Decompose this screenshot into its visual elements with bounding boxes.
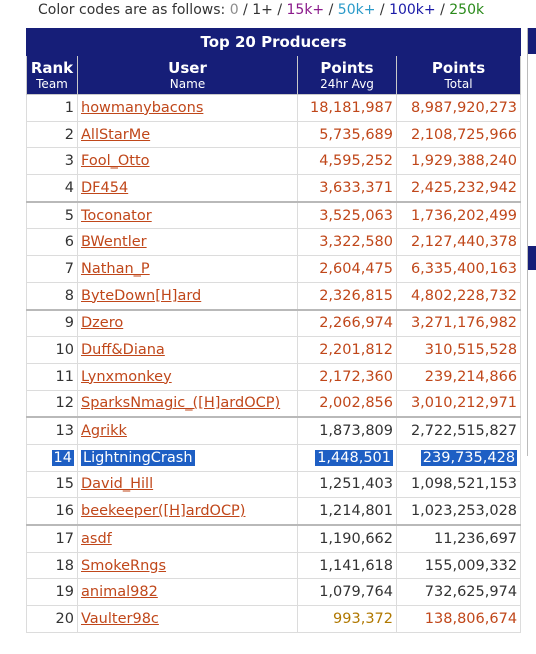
- user-cell[interactable]: [78, 525, 298, 552]
- total-cell: 1,098,521,153: [397, 471, 521, 498]
- user-link[interactable]: SparksNmagic_([H]ardOCP): [81, 395, 281, 412]
- rank-cell: 15: [27, 471, 78, 498]
- avg-cell: 18,181,987: [298, 95, 397, 122]
- table-row: [27, 282, 521, 309]
- avg-cell: 1,448,501: [298, 444, 397, 471]
- user-link[interactable]: Vaulter98c: [81, 610, 159, 627]
- total-cell: 3,010,212,971: [397, 390, 521, 417]
- total-cell: 8,987,920,273: [397, 95, 521, 122]
- adjacent-header: [528, 28, 536, 54]
- user-link[interactable]: Toconator: [81, 207, 152, 224]
- legend-level-0: 0: [229, 2, 239, 18]
- user-cell[interactable]: [78, 363, 298, 390]
- rank-cell: 1: [27, 95, 78, 122]
- total-cell: 732,625,974: [397, 579, 521, 606]
- table-row: [27, 444, 521, 471]
- table-title: Top 20 Producers: [27, 29, 521, 56]
- rank-cell: 13: [27, 417, 78, 444]
- avg-cell: 4,595,252: [298, 148, 397, 175]
- rank-cell: 6: [27, 229, 78, 256]
- user-cell[interactable]: [78, 282, 298, 309]
- total-cell: 2,722,515,827: [397, 417, 521, 444]
- user-link[interactable]: ByteDown[H]ard: [81, 287, 202, 304]
- total-cell: 239,735,428: [397, 444, 521, 471]
- user-link[interactable]: DF454: [81, 179, 129, 196]
- table-row: [27, 525, 521, 552]
- total-cell: 11,236,697: [397, 525, 521, 552]
- col-avg-header[interactable]: Points 24hr Avg: [298, 56, 397, 95]
- user-link[interactable]: Duff&Diana: [81, 342, 165, 359]
- table-row: [27, 606, 521, 633]
- total-cell: 2,108,725,966: [397, 121, 521, 148]
- user-link[interactable]: AllStarMe: [81, 126, 151, 143]
- table-row: [27, 390, 521, 417]
- user-cell[interactable]: [78, 310, 298, 337]
- user-link[interactable]: BWentler: [81, 234, 147, 251]
- rank-cell: 4: [27, 175, 78, 202]
- total-cell: 1,023,253,028: [397, 498, 521, 525]
- user-cell[interactable]: [78, 202, 298, 229]
- avg-cell: 1,190,662: [298, 525, 397, 552]
- total-cell: 239,214,866: [397, 363, 521, 390]
- rank-cell: 7: [27, 256, 78, 283]
- user-cell[interactable]: [78, 579, 298, 606]
- table-row: [27, 498, 521, 525]
- rank-cell: 16: [27, 498, 78, 525]
- table-row: [27, 95, 521, 122]
- user-cell[interactable]: [78, 95, 298, 122]
- avg-cell: 3,633,371: [298, 175, 397, 202]
- rank-cell: 19: [27, 579, 78, 606]
- avg-cell: 1,079,764: [298, 579, 397, 606]
- avg-cell: 1,214,801: [298, 498, 397, 525]
- avg-cell: 1,873,809: [298, 417, 397, 444]
- table-row: [27, 229, 521, 256]
- rank-cell: 20: [27, 606, 78, 633]
- col-user-header[interactable]: User Name: [78, 56, 298, 95]
- producers-panel: [26, 28, 520, 633]
- user-link[interactable]: howmanybacons: [81, 99, 204, 116]
- adjacent-header-2: [528, 246, 536, 270]
- user-cell[interactable]: [78, 471, 298, 498]
- table-row: [27, 337, 521, 364]
- avg-cell: 5,735,689: [298, 121, 397, 148]
- total-cell: 310,515,528: [397, 337, 521, 364]
- rank-cell: 17: [27, 525, 78, 552]
- total-cell: 4,802,228,732: [397, 282, 521, 309]
- col-total-header[interactable]: Points Total: [397, 56, 521, 95]
- legend-level-1: 1+: [252, 2, 273, 18]
- table-row: [27, 471, 521, 498]
- table-row: [27, 552, 521, 579]
- total-cell: 3,271,176,982: [397, 310, 521, 337]
- user-link[interactable]: Nathan_P: [81, 260, 150, 277]
- avg-cell: 2,002,856: [298, 390, 397, 417]
- user-cell[interactable]: [78, 337, 298, 364]
- legend-level-5: 250k: [449, 2, 485, 18]
- rank-cell: 8: [27, 282, 78, 309]
- avg-cell: 2,201,812: [298, 337, 397, 364]
- avg-cell: 2,604,475: [298, 256, 397, 283]
- table-row: [27, 148, 521, 175]
- rank-cell: 9: [27, 310, 78, 337]
- user-cell[interactable]: [78, 121, 298, 148]
- rank-cell: 11: [27, 363, 78, 390]
- user-cell[interactable]: [78, 148, 298, 175]
- avg-cell: 2,326,815: [298, 282, 397, 309]
- user-cell[interactable]: [78, 390, 298, 417]
- color-legend: Color codes are as follows: 0 / 1+ / 15k+ / 50k+ / 100k+ / 250k: [38, 2, 485, 18]
- table-row: [27, 202, 521, 229]
- total-cell: 138,806,674: [397, 606, 521, 633]
- user-cell[interactable]: [78, 444, 298, 471]
- top-producers-table: [26, 28, 521, 633]
- table-row: [27, 175, 521, 202]
- user-link[interactable]: animal982: [81, 584, 158, 601]
- user-link[interactable]: Agrikk: [81, 423, 127, 440]
- rank-cell: 10: [27, 337, 78, 364]
- user-cell[interactable]: [78, 498, 298, 525]
- table-row: [27, 417, 521, 444]
- avg-cell: 2,172,360: [298, 363, 397, 390]
- adjacent-panel-edge: [527, 28, 536, 456]
- rank-cell: 2: [27, 121, 78, 148]
- rank-cell: 18: [27, 552, 78, 579]
- rank-cell: 14: [27, 444, 78, 471]
- table-row: [27, 310, 521, 337]
- user-link[interactable]: SmokeRngs: [81, 557, 167, 574]
- avg-cell: 3,525,063: [298, 202, 397, 229]
- table-row: [27, 363, 521, 390]
- rank-cell: 5: [27, 202, 78, 229]
- user-cell[interactable]: [78, 417, 298, 444]
- user-link[interactable]: David_Hill: [81, 476, 154, 493]
- avg-cell: 1,251,403: [298, 471, 397, 498]
- total-cell: 6,335,400,163: [397, 256, 521, 283]
- legend-prefix: Color codes are as follows:: [38, 2, 226, 18]
- user-link[interactable]: asdf: [81, 530, 112, 547]
- table-row: [27, 256, 521, 283]
- user-cell[interactable]: [78, 606, 298, 633]
- avg-cell: 3,322,580: [298, 229, 397, 256]
- table-row: [27, 121, 521, 148]
- legend-level-2: 15k+: [286, 2, 325, 18]
- user-cell[interactable]: [78, 552, 298, 579]
- legend-level-3: 50k+: [337, 2, 376, 18]
- user-cell[interactable]: [78, 175, 298, 202]
- user-link[interactable]: Dzero: [81, 315, 124, 332]
- avg-cell: 2,266,974: [298, 310, 397, 337]
- user-cell[interactable]: [78, 229, 298, 256]
- user-cell[interactable]: [78, 256, 298, 283]
- rank-cell: 3: [27, 148, 78, 175]
- rank-cell: 12: [27, 390, 78, 417]
- user-link[interactable]: Fool_Otto: [81, 153, 150, 170]
- total-cell: 155,009,332: [397, 552, 521, 579]
- user-link[interactable]: Lynxmonkey: [81, 368, 172, 385]
- table-row: [27, 579, 521, 606]
- total-cell: 1,736,202,499: [397, 202, 521, 229]
- total-cell: 2,127,440,378: [397, 229, 521, 256]
- total-cell: 1,929,388,240: [397, 148, 521, 175]
- col-rank-header[interactable]: Rank Team: [27, 56, 78, 95]
- user-link[interactable]: LightningCrash: [83, 449, 193, 466]
- avg-cell: 993,372: [298, 606, 397, 633]
- total-cell: 2,425,232,942: [397, 175, 521, 202]
- legend-level-4: 100k+: [389, 2, 436, 18]
- user-link[interactable]: beekeeper([H]ardOCP): [81, 503, 246, 520]
- avg-cell: 1,141,618: [298, 552, 397, 579]
